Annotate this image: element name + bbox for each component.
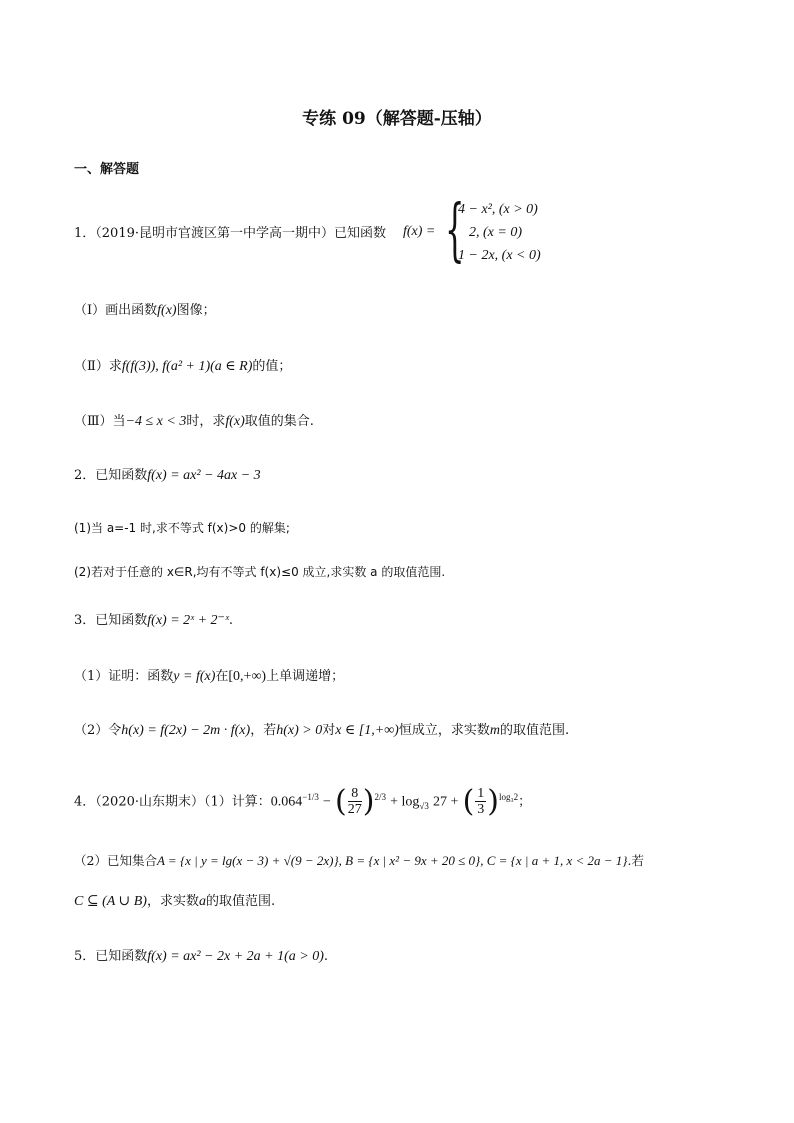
problem-3-intro: 3．已知函数f(x) = 2ˣ + 2⁻ˣ.	[74, 613, 234, 628]
problem-1-piecewise	[403, 191, 563, 270]
piecewise-fx: f(x) =	[403, 224, 436, 239]
problem-2-part-2: (2)若对于任意的 x∈R,均有不等式 f(x)≤0 成立,求实数 a 的取值范围.	[74, 565, 446, 579]
section-heading: 一、解答题	[74, 162, 140, 177]
piecewise-case-2: 2, (x = 0)	[469, 225, 522, 240]
page-title: 专练 09（解答题-压轴）	[302, 109, 492, 129]
fraction-1-3: $\frac{1}{3}$	[477, 786, 485, 818]
problem-1-intro: 1．（2019·昆明市官渡区第一中学高一期中）已知函数	[74, 226, 386, 241]
problem-2-part-1: (1)当 a=-1 时,求不等式 f(x)>0 的解集;	[74, 521, 290, 535]
piecewise-case-1: 4 − x², (x > 0)	[458, 202, 538, 217]
fraction-8-27: $\frac{8}{27}$	[347, 786, 362, 818]
piecewise-brace: {	[445, 191, 465, 270]
problem-4-intro: 4．（2020·山东期末）（1）计算：$0.064^{-1/3}$ − ( $\frac{8}{27}$ )$^{2/3} + \log_{√3} 27$ + ( $\frac{1}{3}$ )$^{log_32}$；	[74, 783, 532, 819]
problem-4-part-2-cont: C ⊆ (A ∪ B)，求实数a的取值范围.	[74, 894, 276, 909]
piecewise-case-3: 1 − 2x, (x < 0)	[458, 248, 541, 263]
problem-3-part-2: （2）令h(x) = f(2x) − 2m · f(x)，若h(x) > 0对x ∈ [1,+∞)恒成立，求实数m的取值范围.	[74, 723, 570, 738]
problem-1-part-2: （Ⅱ）求f(f(3)), f(a² + 1)(a ∈ R)的值；	[74, 359, 292, 374]
problem-1-part-3: （Ⅲ）当−4 ≤ x < 3时，求f(x)取值的集合.	[74, 414, 314, 429]
problem-3-part-1: （1）证明：函数y = f(x)在[0,+∞)上单调递增；	[74, 669, 345, 684]
problem-4-part-2: （2）已知集合A = {x | y = lg(x − 3) + √(9 − 2x)}, B = {x | x² − 9x + 20 ≤ 0}, C = {x | a + 1, x < 2a − 1}.若	[74, 853, 644, 868]
problem-2-intro: 2．已知函数f(x) = ax² − 4ax − 3	[74, 468, 261, 483]
problem-5-intro: 5．已知函数f(x) = ax² − 2x + 2a + 1(a > 0).	[74, 949, 329, 964]
problem-1-part-1: （Ⅰ）画出函数f(x)图像；	[74, 303, 216, 318]
